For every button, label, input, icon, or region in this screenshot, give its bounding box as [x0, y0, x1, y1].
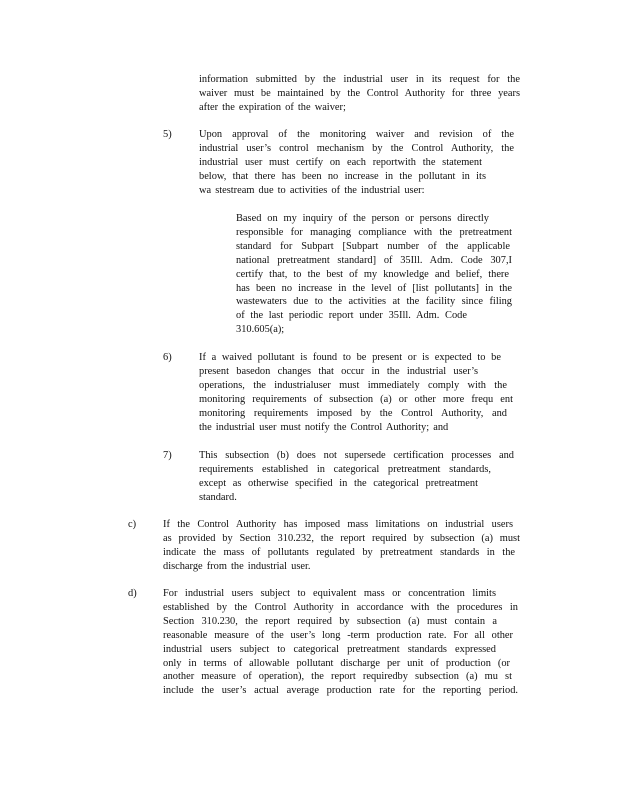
text-line: wastewaters due to the activities at the facility since filing [236, 296, 512, 308]
item-marker-c: c) [128, 519, 137, 530]
text-line: below, that there has been no increase in the pollutant in its [199, 170, 486, 182]
paragraph-item-d [163, 587, 518, 698]
text-line: monitoring requirements imposed by the Control Authority, and [199, 407, 507, 419]
text-line: industrial user’s control mechanism by the Control Authority, the [199, 142, 514, 154]
text-line: industrial users subject to categorical pretreatment standards expressed [163, 643, 496, 655]
text-line: discharge from the industrial user. [163, 560, 311, 572]
text-line: requirements established in categorical pretreatment standards, [199, 463, 491, 475]
text-line: has been no increase in the level of [list pollutants] in the [236, 282, 512, 294]
text-line: standard for Subpart [Subpart number of the applicable [236, 240, 510, 252]
certification-statement [236, 212, 512, 337]
paragraph-item-5 [199, 128, 514, 198]
text-line: industrial user must certify on each reportwith the statement [199, 156, 482, 168]
text-line: If the Control Authority has imposed mass limitations on industrial users [163, 519, 513, 530]
text-line: Section 310.230, the report required by subsection (a) must contain a [163, 615, 497, 627]
text-line: after the expiration of the waiver; [199, 101, 346, 113]
text-line: present basedon changes that occur in the industrial user’s [199, 365, 478, 377]
item-marker-7: 7) [163, 450, 172, 461]
text-line: established by the Control Authority in accordance with the procedures in [163, 601, 518, 613]
text-line: indicate the mass of pollutants regulated by pretreatment standards in the [163, 546, 515, 558]
text-line: include the user’s actual average production rate for the reporting period. [163, 685, 518, 697]
item-marker-d: d) [128, 588, 137, 599]
text-line: responsible for managing compliance with the pretreatment [236, 226, 512, 238]
text-line: certify that, to the best of my knowledge and belief, there [236, 268, 509, 280]
text-line: only in terms of allowable pollutant discharge per unit of production (or [163, 657, 510, 669]
text-line: monitoring requirements of subsection (a) or other more frequ ent [199, 393, 513, 405]
text-line: another measure of operation), the report requiredby subsection (a) mu st [163, 671, 512, 683]
text-line: as provided by Section 310.232, the report required by subsection (a) must [163, 532, 520, 544]
item-marker-5: 5) [163, 129, 172, 140]
paragraph-item-7 [199, 449, 514, 505]
text-line: standard. [199, 491, 237, 503]
text-line: except as otherwise specified in the categorical pretreatment [199, 477, 478, 489]
text-line: This subsection (b) does not supersede certification processes and [199, 450, 514, 461]
paragraph-continuation [199, 73, 520, 115]
text-line: reasonable measure of the user’s long -term production rate. For all other [163, 629, 513, 641]
paragraph-item-6 [199, 351, 513, 434]
text-line: For industrial users subject to equivalent mass or concentration limits [163, 588, 496, 599]
text-line: waiver must be maintained by the Control Authority for three years [199, 87, 520, 99]
text-line: the industrial user must notify the Control Authority; and [199, 421, 449, 433]
paragraph-item-c [163, 518, 520, 574]
text-line: information submitted by the industrial user in its request for the [199, 74, 520, 85]
text-line: If a waived pollutant is found to be present or is expected to be [199, 352, 501, 363]
text-line: Based on my inquiry of the person or persons directly [236, 213, 489, 224]
item-marker-6: 6) [163, 352, 172, 363]
text-line: operations, the industrialuser must immediately comply with the [199, 379, 507, 391]
text-line: of the last periodic report under 35Ill. Adm. Code [236, 310, 467, 322]
text-line: 310.605(a); [236, 324, 285, 336]
text-line: national pretreatment standard] of 35Ill. Adm. Code 307,I [236, 254, 512, 266]
text-line: wa stestream due to activities of the industrial user: [199, 184, 425, 196]
text-line: Upon approval of the monitoring waiver and revision of the [199, 129, 514, 140]
